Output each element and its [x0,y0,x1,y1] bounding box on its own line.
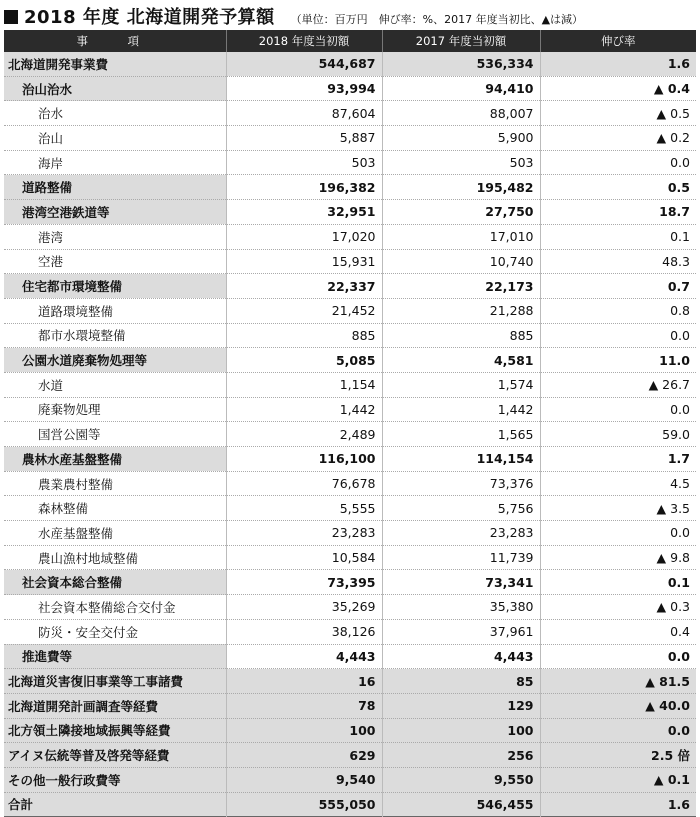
row-value-2018: 4,443 [226,644,382,669]
row-value-2018: 544,687 [226,52,382,76]
row-growth-rate: 4.5 [540,471,696,496]
row-item-label: 空港 [4,249,226,274]
row-growth-rate: ▲ 0.3 [540,595,696,620]
row-value-2017: 21,288 [382,298,540,323]
table-row [4,52,696,76]
row-item-label: 道路整備 [4,175,226,200]
row-value-2017: 37,961 [382,619,540,644]
row-value-2018: 503 [226,150,382,175]
row-growth-rate: 0.1 [540,224,696,249]
table-row [4,471,696,496]
row-growth-rate: 1.6 [540,52,696,76]
table-row [4,545,696,570]
row-growth-rate: ▲ 0.2 [540,126,696,151]
row-value-2017: 23,283 [382,521,540,546]
row-item-label: 合計 [4,792,226,817]
row-value-2018: 9,540 [226,767,382,792]
row-growth-rate: ▲ 26.7 [540,372,696,397]
row-value-2017: 885 [382,323,540,348]
row-item-label: 道路環境整備 [4,298,226,323]
row-value-2018: 5,085 [226,348,382,373]
table-row [4,521,696,546]
row-growth-rate: ▲ 0.4 [540,76,696,101]
row-value-2017: 10,740 [382,249,540,274]
row-value-2018: 23,283 [226,521,382,546]
row-value-2018: 76,678 [226,471,382,496]
table-row [4,570,696,595]
table-row [4,397,696,422]
table-row [4,150,696,175]
row-item-label: 推進費等 [4,644,226,669]
table-body [4,52,696,817]
row-growth-rate: 0.0 [540,150,696,175]
row-growth-rate: 0.5 [540,175,696,200]
title-bar [0,0,700,30]
column-header-rate: 伸び率 [540,30,696,52]
row-growth-rate: 0.0 [540,323,696,348]
row-item-label: 森林整備 [4,496,226,521]
row-value-2017: 100 [382,718,540,743]
row-value-2018: 32,951 [226,200,382,225]
row-value-2017: 114,154 [382,447,540,472]
row-value-2017: 94,410 [382,76,540,101]
square-bullet-icon [4,10,18,24]
row-value-2017: 536,334 [382,52,540,76]
table-row [4,126,696,151]
unit-note: （単位：百万円 伸び率：%、2017 年度当初比、▲は減） [290,13,584,26]
row-item-label: 治山治水 [4,76,226,101]
row-value-2018: 2,489 [226,422,382,447]
column-header-2018: 2018 年度当初額 [226,30,382,52]
row-growth-rate: 0.1 [540,570,696,595]
row-item-label: 国営公園等 [4,422,226,447]
row-item-label: 農林水産基盤整備 [4,447,226,472]
row-value-2018: 21,452 [226,298,382,323]
row-value-2018: 15,931 [226,249,382,274]
row-value-2017: 5,900 [382,126,540,151]
row-value-2018: 196,382 [226,175,382,200]
row-item-label: 住宅都市環境整備 [4,274,226,299]
row-value-2017: 85 [382,669,540,694]
row-growth-rate: ▲ 9.8 [540,545,696,570]
row-growth-rate: 0.0 [540,644,696,669]
table-row [4,200,696,225]
row-value-2017: 17,010 [382,224,540,249]
row-item-label: 港湾 [4,224,226,249]
row-growth-rate: 48.3 [540,249,696,274]
row-item-label: 社会資本整備総合交付金 [4,595,226,620]
row-value-2017: 1,565 [382,422,540,447]
budget-table [4,30,696,817]
row-growth-rate: ▲ 0.1 [540,767,696,792]
row-value-2018: 35,269 [226,595,382,620]
row-value-2017: 9,550 [382,767,540,792]
row-value-2018: 93,994 [226,76,382,101]
row-growth-rate: 2.5 倍 [540,743,696,768]
row-value-2018: 885 [226,323,382,348]
table-row [4,348,696,373]
row-item-label: 北海道災害復旧事業等工事諸費 [4,669,226,694]
row-value-2018: 5,887 [226,126,382,151]
row-value-2018: 116,100 [226,447,382,472]
row-value-2017: 546,455 [382,792,540,817]
row-growth-rate: ▲ 0.5 [540,101,696,126]
row-value-2018: 100 [226,718,382,743]
row-value-2018: 5,555 [226,496,382,521]
row-growth-rate: 18.7 [540,200,696,225]
row-growth-rate: 0.0 [540,521,696,546]
table-row [4,422,696,447]
row-growth-rate: 0.7 [540,274,696,299]
row-value-2018: 73,395 [226,570,382,595]
row-value-2018: 78 [226,693,382,718]
table-row [4,767,696,792]
row-item-label: 水道 [4,372,226,397]
row-item-label: アイヌ伝統等普及啓発等経費 [4,743,226,768]
table-row [4,496,696,521]
row-value-2018: 38,126 [226,619,382,644]
table-row [4,595,696,620]
row-item-label: 社会資本総合整備 [4,570,226,595]
table-row [4,693,696,718]
row-value-2018: 87,604 [226,101,382,126]
row-item-label: 水産基盤整備 [4,521,226,546]
column-header-2017: 2017 年度当初額 [382,30,540,52]
row-growth-rate: 1.7 [540,447,696,472]
table-row [4,669,696,694]
row-item-label: 海岸 [4,150,226,175]
row-value-2017: 27,750 [382,200,540,225]
row-value-2017: 5,756 [382,496,540,521]
table-row [4,619,696,644]
row-item-label: 廃棄物処理 [4,397,226,422]
column-header-item: 事 項 [4,30,226,52]
row-value-2017: 503 [382,150,540,175]
row-item-label: 農山漁村地域整備 [4,545,226,570]
row-growth-rate: 0.0 [540,718,696,743]
row-item-label: 北海道開発事業費 [4,52,226,76]
row-value-2017: 22,173 [382,274,540,299]
table-row [4,447,696,472]
table-row [4,792,696,817]
row-value-2017: 256 [382,743,540,768]
table-row [4,323,696,348]
row-item-label: 北海道開発計画調査等経費 [4,693,226,718]
table-row [4,372,696,397]
row-value-2017: 1,574 [382,372,540,397]
table-row [4,224,696,249]
row-value-2018: 16 [226,669,382,694]
row-value-2018: 22,337 [226,274,382,299]
row-item-label: 都市水環境整備 [4,323,226,348]
row-value-2018: 17,020 [226,224,382,249]
row-growth-rate: ▲ 40.0 [540,693,696,718]
row-item-label: 治山 [4,126,226,151]
row-value-2017: 73,376 [382,471,540,496]
row-value-2017: 4,443 [382,644,540,669]
row-value-2018: 629 [226,743,382,768]
page-title: 2018 年度 北海道開発予算額 [24,7,275,28]
table-row [4,274,696,299]
row-growth-rate: 59.0 [540,422,696,447]
row-growth-rate: ▲ 81.5 [540,669,696,694]
row-growth-rate: 0.0 [540,397,696,422]
table-row [4,718,696,743]
row-value-2017: 195,482 [382,175,540,200]
table-row [4,101,696,126]
row-item-label: 港湾空港鉄道等 [4,200,226,225]
row-item-label: 北方領土隣接地域振興等経費 [4,718,226,743]
row-value-2017: 88,007 [382,101,540,126]
row-item-label: 公園水道廃棄物処理等 [4,348,226,373]
row-item-label: 農業農村整備 [4,471,226,496]
table-row [4,644,696,669]
row-item-label: その他一般行政費等 [4,767,226,792]
row-value-2017: 129 [382,693,540,718]
table-row [4,743,696,768]
row-value-2017: 1,442 [382,397,540,422]
table-row [4,76,696,101]
row-growth-rate: 1.6 [540,792,696,817]
row-value-2017: 11,739 [382,545,540,570]
row-value-2018: 10,584 [226,545,382,570]
row-growth-rate: 11.0 [540,348,696,373]
row-value-2018: 555,050 [226,792,382,817]
row-growth-rate: 0.8 [540,298,696,323]
table-row [4,249,696,274]
row-item-label: 治水 [4,101,226,126]
row-value-2017: 73,341 [382,570,540,595]
table-row [4,298,696,323]
row-value-2018: 1,442 [226,397,382,422]
table-header-row [4,30,696,52]
row-value-2017: 4,581 [382,348,540,373]
row-value-2018: 1,154 [226,372,382,397]
row-item-label: 防災・安全交付金 [4,619,226,644]
table-row [4,175,696,200]
row-growth-rate: ▲ 3.5 [540,496,696,521]
row-value-2017: 35,380 [382,595,540,620]
row-growth-rate: 0.4 [540,619,696,644]
